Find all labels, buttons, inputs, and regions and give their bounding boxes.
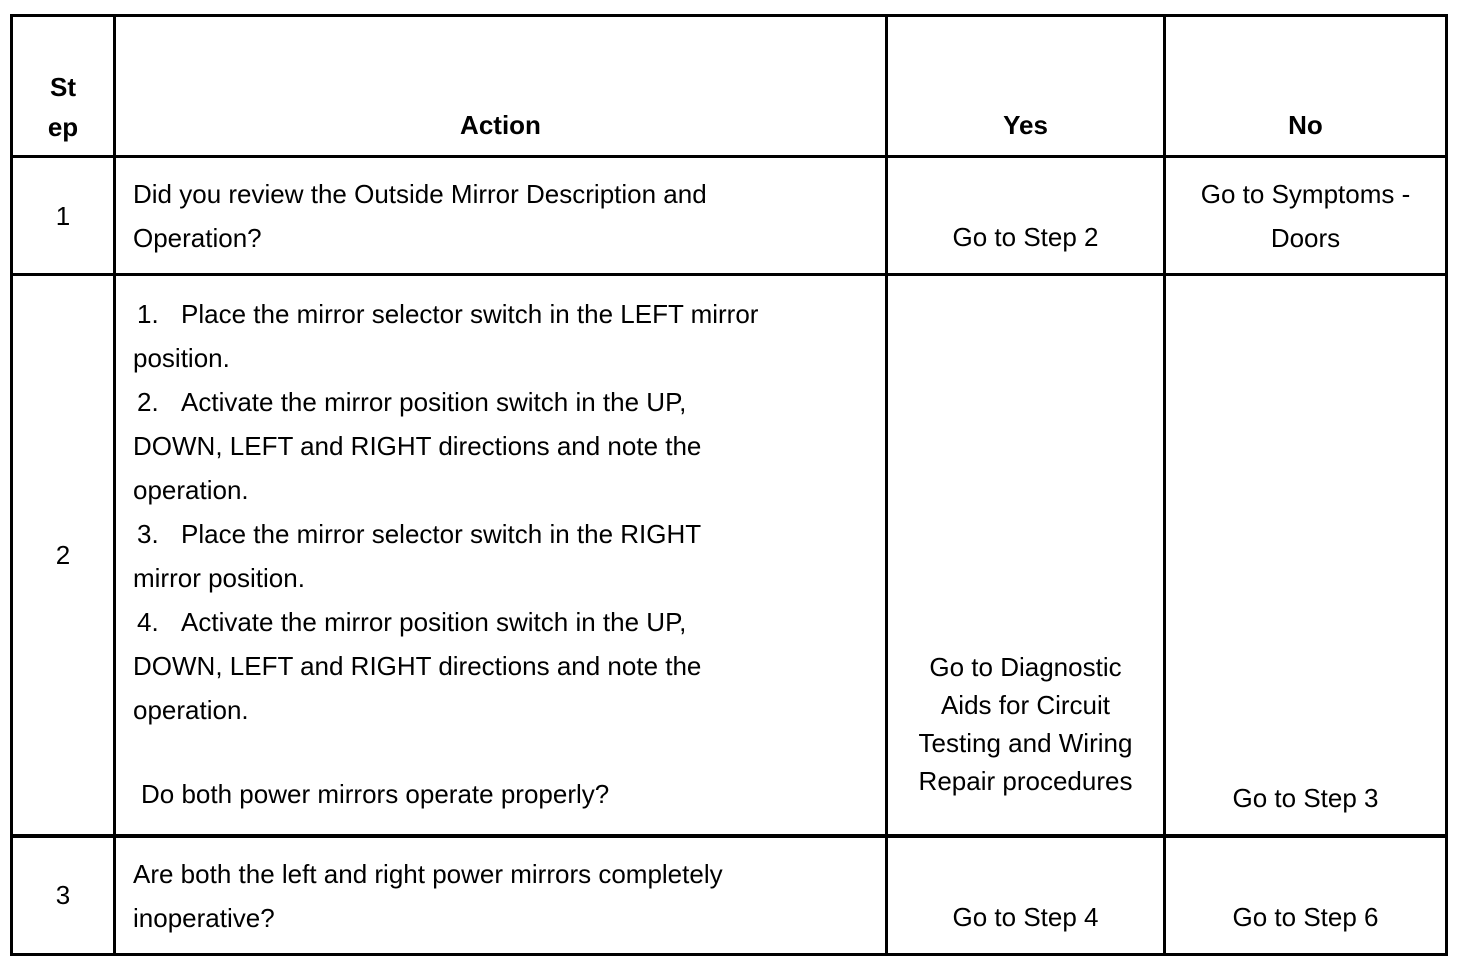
action-cell xyxy=(115,836,887,955)
list-item-line: operation. xyxy=(133,475,249,505)
yes-text-line: Testing and Wiring xyxy=(918,727,1133,758)
list-item-line: DOWN, LEFT and RIGHT directions and note the xyxy=(133,651,702,681)
list-item-text: Place the mirror selector switch in the LEFT mirror xyxy=(181,299,759,329)
list-item-line: mirror position. xyxy=(133,563,305,593)
no-text-line: Go to Symptoms - xyxy=(1200,179,1411,209)
list-item-text: Activate the mirror position switch in the UP, xyxy=(181,387,687,417)
yes-cell: Go to Step 2 xyxy=(887,157,1165,275)
no-cell: Go to Step 6 xyxy=(1165,836,1447,955)
header-step-line-1: St xyxy=(50,72,76,102)
list-item-number: 4. xyxy=(137,607,159,637)
header-step xyxy=(12,16,115,157)
action-cell xyxy=(115,157,887,275)
list-item-line xyxy=(133,512,875,556)
header-action: Action xyxy=(115,16,887,157)
diagnostic-table xyxy=(10,14,1448,956)
list-item-line: position. xyxy=(133,343,230,373)
yes-text-line: Go to Diagnostic xyxy=(929,651,1122,682)
action-text-line: inoperative? xyxy=(133,902,275,933)
list-item-line: DOWN, LEFT and RIGHT directions and note the xyxy=(133,431,702,461)
header-no: No xyxy=(1165,16,1447,157)
list-item-line: operation. xyxy=(133,695,249,725)
yes-text-line: Repair procedures xyxy=(918,765,1133,796)
step-number: 3 xyxy=(12,836,115,955)
list-item-line xyxy=(133,600,875,644)
table-row xyxy=(12,836,1447,955)
list-item-text: Activate the mirror position switch in the UP, xyxy=(181,607,687,637)
no-text-line: Doors xyxy=(1270,223,1341,253)
numbered-list xyxy=(133,292,875,732)
header-yes: Yes xyxy=(887,16,1165,157)
action-cell xyxy=(115,275,887,836)
list-item-line xyxy=(133,380,875,424)
list-item-line xyxy=(133,292,875,336)
table-row xyxy=(12,275,1447,836)
step-number: 2 xyxy=(12,275,115,836)
yes-text-line: Aids for Circuit xyxy=(940,689,1111,720)
list-item-number: 1. xyxy=(137,299,159,329)
action-text-line: Operation? xyxy=(133,223,262,253)
list-item-text: Place the mirror selector switch in the RIGHT xyxy=(181,519,702,549)
yes-cell xyxy=(887,275,1165,836)
no-cell: Go to Step 3 xyxy=(1165,275,1447,836)
header-step-line-2: ep xyxy=(47,112,79,142)
table-row xyxy=(12,157,1447,275)
list-item-number: 3. xyxy=(137,519,159,549)
no-cell xyxy=(1165,157,1447,275)
yes-cell: Go to Step 4 xyxy=(887,836,1165,955)
header-row xyxy=(12,16,1447,157)
action-text-line: Did you review the Outside Mirror Description and xyxy=(133,179,707,209)
step-number: 1 xyxy=(12,157,115,275)
action-text-line: Are both the left and right power mirrors completely xyxy=(133,858,723,889)
action-question: Do both power mirrors operate properly? xyxy=(141,779,610,809)
list-item-number: 2. xyxy=(137,387,159,417)
